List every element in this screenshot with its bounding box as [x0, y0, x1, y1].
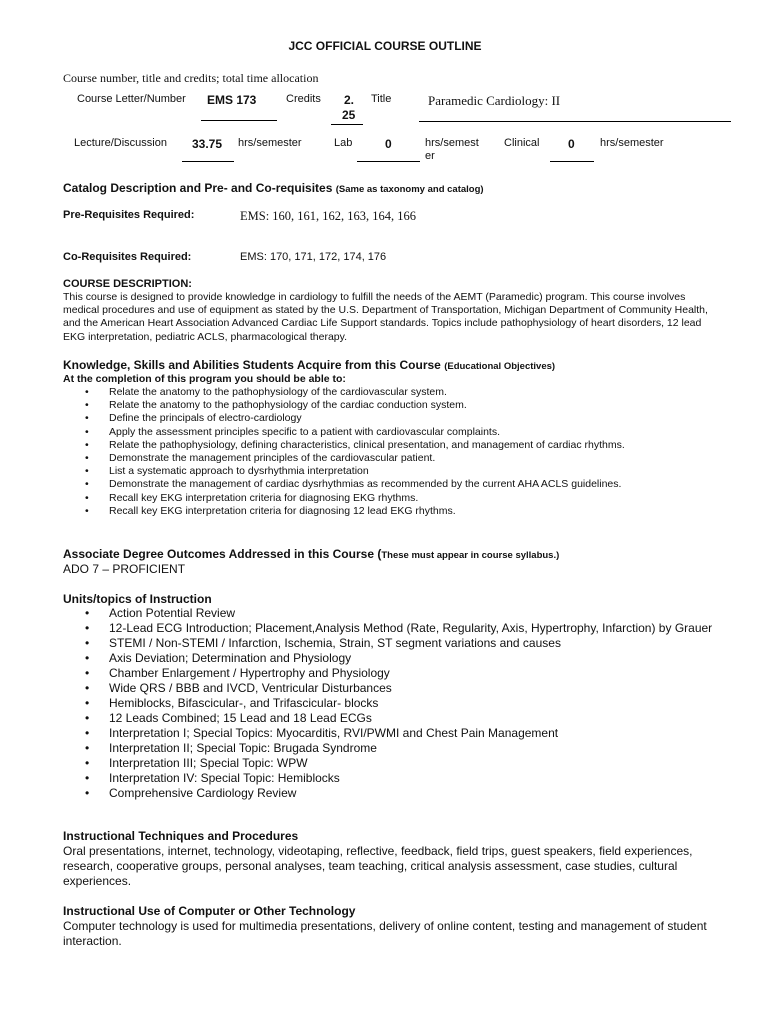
- list-item: • List a systematic approach to dysrhythmia interpretation: [85, 465, 625, 478]
- list-item: • Demonstrate the management principles of the cardiovascular patient.: [85, 452, 625, 465]
- credits-value-line1: 2.: [344, 93, 355, 107]
- course-info-intro: Course number, title and credits; total time allocation: [63, 71, 319, 85]
- lab-unit-line2: er: [425, 150, 435, 162]
- lecture-underline: [182, 161, 234, 162]
- clinical-value: 0: [568, 137, 575, 151]
- technology-text: Computer technology is used for multimedia presentations, delivery of online content, testing and management of student interaction.: [63, 919, 707, 948]
- catalog-heading: [63, 181, 484, 195]
- title-underline: [419, 121, 731, 122]
- credits-label: Credits: [286, 93, 321, 105]
- units-heading: Units/topics of Instruction: [63, 592, 212, 606]
- list-item: • Wide QRS / BBB and IVCD, Ventricular Disturbances: [85, 681, 725, 696]
- list-item: • Interpretation II; Special Topic: Brugada Syndrome: [85, 741, 725, 756]
- units-list: [85, 606, 725, 801]
- list-item: • Action Potential Review: [85, 606, 725, 621]
- credits-underline: [331, 124, 363, 125]
- lab-unit-line1: hrs/semest: [425, 137, 479, 149]
- course-description-heading: COURSE DESCRIPTION:: [63, 278, 192, 290]
- ksa-heading-note: (Educational Objectives): [444, 361, 556, 372]
- ksa-subheading: At the completion of this program you should be able to:: [63, 373, 346, 385]
- title-label: Title: [371, 93, 392, 105]
- coreq-value: EMS: 170, 171, 172, 174, 176: [240, 251, 387, 263]
- list-item: • Recall key EKG interpretation criteria for diagnosing 12 lead EKG rhythms.: [85, 505, 625, 518]
- course-letter-underline: [201, 120, 277, 121]
- lecture-value: 33.75: [192, 137, 223, 151]
- course-letter-value: EMS 173: [207, 93, 257, 107]
- list-item: • Interpretation IV: Special Topic: Hemiblocks: [85, 771, 725, 786]
- ado-value: ADO 7 – PROFICIENT: [63, 562, 186, 576]
- list-item: • Axis Deviation; Determination and Physiology: [85, 651, 725, 666]
- list-item: • Interpretation III; Special Topic: WPW: [85, 756, 725, 771]
- prereq-value: EMS: 160, 161, 162, 163, 164, 166: [240, 209, 417, 223]
- lab-underline: [357, 161, 420, 162]
- ksa-heading-text: Knowledge, Skills and Abilities Students Acquire from this Course: [63, 358, 441, 372]
- list-item: • Interpretation I; Special Topics: Myocarditis, RVI/PWMI and Chest Pain Management: [85, 726, 725, 741]
- techniques-text: Oral presentations, internet, technology, videotaping, reflective, feedback, field trips, guest speakers, field experiences, research, cooperative groups, personal analyses, team teaching, critical analysis assessment, case studies, cultural experiences.: [63, 844, 693, 888]
- list-item: • Define the principals of electro-cardiology: [85, 412, 625, 425]
- list-item: • Chamber Enlargement / Hypertrophy and Physiology: [85, 666, 725, 681]
- list-item: • 12-Lead ECG Introduction; Placement,Analysis Method (Rate, Regularity, Axis, Hypertrophy, Infarction) by Grauer: [85, 621, 725, 636]
- lab-value: 0: [385, 137, 392, 151]
- credits-value-line2: 25: [342, 108, 356, 122]
- course-description-text: This course is designed to provide knowledge in cardiology to fulfill the needs of the AEMT (Paramedic) program. This course involves medical procedures and use of equipment as stated by the U.S. Department of Transportation, Michigan Department of Community Health, and the American Heart Association Advanced Cardiac Life Support standards. Topics include pathophysiology of heart disorders, 12 lead EKG interpretation, pediatric ACLS, pharmacological therapy.: [63, 291, 708, 343]
- list-item: • Comprehensive Cardiology Review: [85, 786, 725, 801]
- list-item: • Relate the anatomy to the pathophysiology of the cardiovascular system.: [85, 386, 625, 399]
- list-item: • 12 Leads Combined; 15 Lead and 18 Lead ECGs: [85, 711, 725, 726]
- ado-heading-text: Associate Degree Outcomes Addressed in this Course: [63, 547, 374, 561]
- ado-heading-open: (: [377, 547, 382, 561]
- list-item: • Recall key EKG interpretation criteria for diagnosing EKG rhythms.: [85, 492, 625, 505]
- page-title: JCC OFFICIAL COURSE OUTLINE: [288, 39, 482, 53]
- list-item: • STEMI / Non-STEMI / Infarction, Ischemia, Strain, ST segment variations and causes: [85, 636, 725, 651]
- list-item: • Relate the pathophysiology, defining characteristics, clinical presentation, and management of cardiac rhythms.: [85, 439, 625, 452]
- catalog-heading-text: Catalog Description and Pre- and Co-requisites: [63, 181, 333, 195]
- list-item: • Relate the anatomy to the pathophysiology of the cardiac conduction system.: [85, 399, 625, 412]
- ksa-list: [85, 386, 625, 518]
- technology-heading: Instructional Use of Computer or Other Technology: [63, 904, 356, 918]
- list-item: • Demonstrate the management of cardiac dysrhythmias as recommended by the current AHA ACLS guidelines.: [85, 478, 625, 491]
- clinical-underline: [550, 161, 594, 162]
- ado-heading: [63, 547, 559, 561]
- list-item: • Apply the assessment principles specific to a patient with cardiovascular complaints.: [85, 426, 625, 439]
- techniques-heading: Instructional Techniques and Procedures: [63, 829, 299, 843]
- clinical-unit: hrs/semester: [600, 137, 664, 149]
- list-item: • Hemiblocks, Bifascicular-, and Trifascicular- blocks: [85, 696, 725, 711]
- catalog-heading-note: (Same as taxonomy and catalog): [335, 184, 484, 195]
- course-letter-label: Course Letter/Number: [77, 93, 186, 105]
- ksa-heading: [63, 358, 555, 372]
- lecture-label: Lecture/Discussion: [74, 137, 167, 149]
- title-value: Paramedic Cardiology: II: [428, 93, 561, 108]
- prereq-label: Pre-Requisites Required:: [63, 209, 195, 221]
- clinical-label: Clinical: [504, 137, 540, 149]
- lab-label: Lab: [334, 137, 353, 149]
- coreq-label: Co-Requisites Required:: [63, 251, 192, 263]
- ado-heading-note: These must appear in course syllabus.): [381, 550, 560, 561]
- lecture-unit: hrs/semester: [238, 137, 302, 149]
